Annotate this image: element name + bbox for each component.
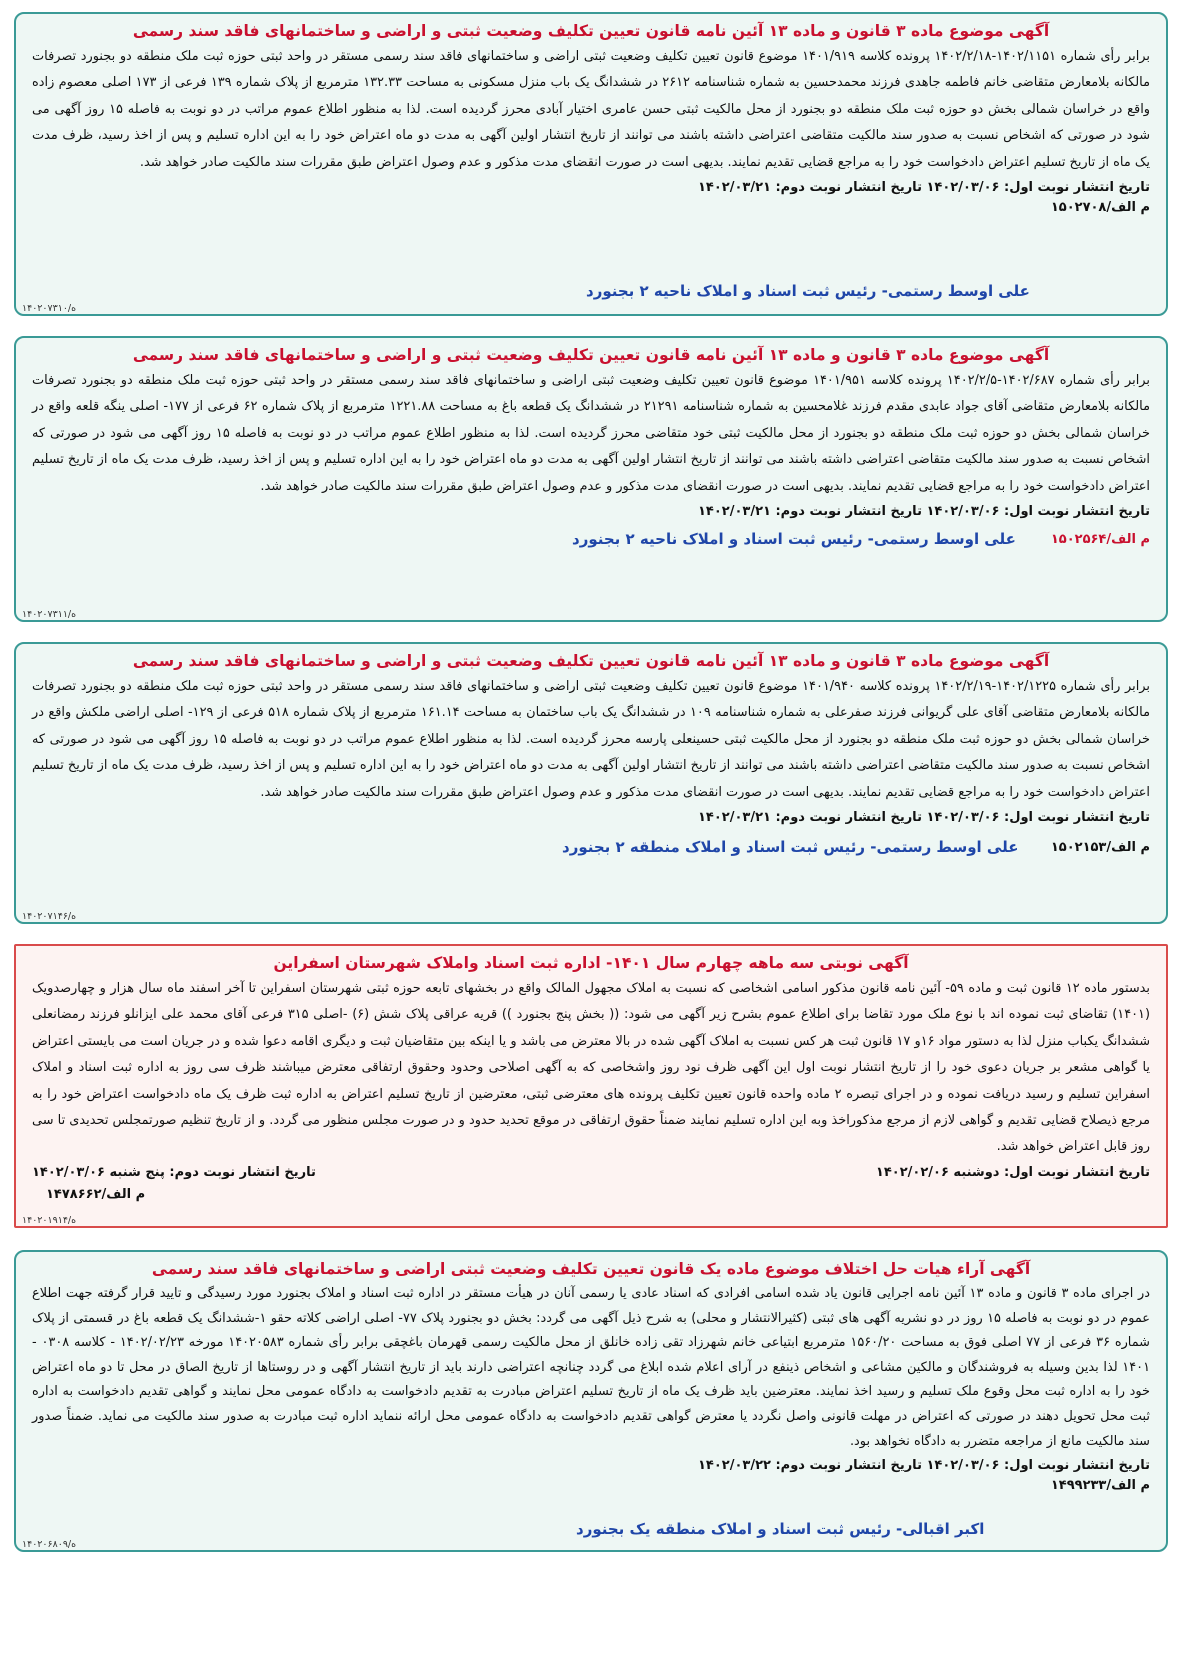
publication-dates: تاریخ انتشار نوبت اول: ۱۴۰۲/۰۳/۰۶ تاریخ انتشار نوبت دوم: ۱۴۰۲/۰۳/۲۲ (697, 1458, 1150, 1474)
reference-number: م الف/۱۵۰۲۷۰۸ (1050, 200, 1150, 216)
notice-title: آگهی موضوع ماده ۳ قانون و ماده ۱۳ آئین نامه قانون تعیین تکلیف وضعیت ثبتی و اراضی و ساختمانهای فاقد سند رسمی (132, 22, 1050, 40)
signature: علی اوسط رستمی- رئیس ثبت اسناد و املاک ناحیه ۲ بجنورد (572, 530, 1016, 549)
notice-code: ۱۴۰۲۰۷۳۱۰/ه (22, 303, 77, 314)
notice-5 (14, 1250, 1168, 1552)
notice-body: بدستور ماده ۱۲ قانون ثبت و ماده ۵۹- آئین نامه قانون مذکور اسامی اشخاصی که نسبت به املاک مجهول المالک واقع در بخشهای تابعه حوزه ثبتی شهرستان اسفراین تا آخر اسفند ماه سال هزار و چهارصدویک (۱۴۰۱) تقاضای ثبت نموده اند با نوع ملک مورد تقاضا برای اطلاع عموم بشرح زیر آگهی می شود: (( بخش پنج بجنورد )) قریه عراقی پلاک شش (۶) -اصلی ۳۱۵ فرعی آقای محمد علی ایزانلو فرزند رمضانعلی ششدانگ یکباب منزل لذا به دستور مواد ۱۶و ۱۷ قانون ثبت هر کس نسبت به املاک آگهی شده در بالا معترض می باشد و یا اینکه بین متقاضیان ثبت و دیگری اقامه دعوا شده و در جریان است می بایستی اعتراض یا گواهی مشعر بر جریان دعوی خود را از تاریخ انتشار نوبت اول این آگهی ظرف نود روز واشخاصی که به آگهی اصلاحی وحدود وحقوق ارتفاقی معترض میباشند ظرف سی روز به اداره ثبت اسناد و املاک اسفراین تسلیم و رسید دریافت نموده و در اجرای تبصره ۲ ماده واحده قانون تعیین تکلیف پرونده های معترضی ثبتی، معترضین از تاریخ تسلیم اعتراض به اداره ثبت ظرف یک ماه دادخواست اعتراض خود را به مرجع ذیصلاح قضایی تقدیم و گواهی لازم از مرجع مذکوراخذ وبه این اداره تسلیم نمایند ضمناً حقوق ارتفاقی در موقع تحدید حدود و در صورت مجلس منظور می گردد. و از تاریخ تنظیم صورتمجلس تحدیدی تا سی روز قابل اعتراض خواهد شد. (32, 981, 1151, 1155)
notice-title: آگهی آراء هیات حل اختلاف موضوع ماده یک قانون تعیین تکلیف وضعیت ثبتی اراضی و ساختمانهای فاقد سند رسمی (151, 1260, 1031, 1278)
publication-date-second: تاریخ انتشار نوبت دوم: پنج شنبه ۱۴۰۲/۰۳/۰۶ (32, 1164, 316, 1180)
publication-date-first: تاریخ انتشار نوبت اول: دوشنبه ۱۴۰۲/۰۲/۰۶ (875, 1164, 1150, 1180)
notice-code: ۱۴۰۲۰۷۱۴۶/ه (22, 911, 77, 922)
notice-2 (14, 336, 1168, 622)
notice-footer (32, 1161, 1150, 1185)
notice-4 (14, 944, 1168, 1228)
notice-code: ۱۴۰۲۰۱۹۱۴/ه (22, 1215, 77, 1226)
notice-footer (32, 838, 1150, 856)
notice-body: برابر رأی شماره ۱۴۰۲/۶۸۷-۱۴۰۲/۲/۵ پرونده کلاسه ۱۴۰۱/۹۵۱ موضوع قانون تعیین تکلیف وضعیت ثبتی اراضی و ساختمانهای فاقد سند رسمی مستقر در واحد ثبتی حوزه ثبت ملک منطقه دو بجنورد تصرفات مالکانه بلامعارض متقاضی آقای جواد عابدی مقدم فرزند غلامحسین به شماره شناسنامه ۲۱۲۹۱ در ششدانگ یک قطعه باغ به مساحت ۱۲۲۱.۸۸ مترمربع از پلاک شماره ۶۲ فرعی از ۱۷۷- اصلی ینگه قلعه واقع در خراسان شمالی بخش دو حوزه ثبت ملک منطقه دو بجنورد از محل مالکیت ثبتی خود متقاضی محرز گردیده است. لذا به منظور اطلاع عموم مراتب در دو نوبت به فاصله ۱۵ روز آگهی می شود در صورتی که اشخاص نسبت به صدور سند مالکیت متقاضی اعتراضی داشته باشند می توانند از تاریخ انتشار اولین آگهی به مدت دو ماه اعتراض خود را به این اداره تسلیم و پس از اخذ رسید، ظرف مدت یک ماه از تاریخ تسلیم اعتراض دادخواست خود را به مراجع قضایی تقدیم نمایند. بدیهی است در صورت انقضای مدت مذکور و عدم وصول اعتراض طبق مقررات سند مالکیت صادر خواهد شد. (32, 373, 1150, 494)
notice-title: آگهی نوبتی سه ماهه چهارم سال ۱۴۰۱- اداره ثبت اسناد واملاک شهرستان اسفراین (273, 954, 909, 972)
reference-number: م الف/۱۴۹۹۲۳۳ (1050, 1478, 1150, 1494)
notice-body: برابر رأی شماره ۱۴۰۲/۱۱۵۱-۱۴۰۲/۲/۱۸ پرونده کلاسه ۱۴۰۱/۹۱۹ موضوع قانون تعیین تکلیف وضعیت ثبتی اراضی و ساختمانهای فاقد سند رسمی مستقر در واحد ثبتی حوزه ثبت ملک منطقه دو بجنورد تصرفات مالکانه بلامعارض متقاضی خانم فاطمه جاهدی فرزند محمدحسین به شماره شناسنامه ۲۶۱۲ در ششدانگ یک باب منزل مسکونی به مساحت ۱۳۲.۳۳ مترمربع از پلاک شماره ۱۳۹ فرعی از ۱۷۳ اصلی معصوم زاده واقع در خراسان شمالی بخش دو حوزه ثبت ملک منطقه دو بجنورد از محل مالکیت ثبتی حسن عامری اختیار آبادی محرز گردیده است. لذا به منظور اطلاع عموم مراتب در دو نوبت به فاصله ۱۵ روز آگهی می شود در صورتی که اشخاص نسبت به صدور سند مالکیت متقاضی اعتراضی داشته باشند می توانند از تاریخ انتشار اولین آگهی به مدت دو ماه اعتراض خود را به این اداره تسلیم و پس از اخذ رسید، ظرف مدت یک ماه از تاریخ تسلیم اعتراض دادخواست خود را به مراجع قضایی تقدیم نمایند. بدیهی است در صورت انقضای مدت مذکور و عدم وصول اعتراض طبق مقررات سند مالکیت صادر خواهد شد. (32, 49, 1151, 170)
signature: علی اوسط رستمی- رئیس ثبت اسناد و املاک ناحیه ۲ بجنورد (586, 282, 1030, 300)
reference-number: م الف/۱۵۰۲۵۶۴ (1050, 531, 1150, 547)
publication-dates: تاریخ انتشار نوبت اول: ۱۴۰۲/۰۳/۰۶ تاریخ انتشار نوبت دوم: ۱۴۰۲/۰۳/۲۱ (697, 180, 1150, 196)
notice-body: برابر رأی شماره ۱۴۰۲/۱۲۲۵-۱۴۰۲/۲/۱۹ پرونده کلاسه ۱۴۰۱/۹۴۰ موضوع قانون تعیین تکلیف وضعیت ثبتی اراضی و ساختمانهای فاقد سند رسمی مستقر در واحد ثبتی حوزه ثبت ملک منطقه دو بجنورد تصرفات مالکانه بلامعارض متقاضی آقای علی گریوانی فرزند صفرعلی به شماره شناسنامه ۱۰۹ در ششدانگ یک باب ساختمان به مساحت ۱۶۱.۱۴ مترمربع از پلاک شماره ۵۱۸ فرعی از ۱۲۹- اصلی اراضی ملکش واقع در خراسان شمالی بخش دو حوزه ثبت ملک منطقه دو بجنورد از محل مالکیت ثبتی حسینعلی پارسه محرز گردیده است. لذا به منظور اطلاع عموم مراتب در دو نوبت به فاصله ۱۵ روز آگهی می شود در صورتی که اشخاص نسبت به صدور سند مالکیت متقاضی اعتراضی داشته باشند می توانند از تاریخ انتشار اولین آگهی به مدت دو ماه اعتراض خود را به این اداره تسلیم و پس از اخذ رسید، ظرف مدت یک ماه از تاریخ تسلیم اعتراض دادخواست خود را به مراجع قضایی تقدیم نمایند. بدیهی است در صورت انقضای مدت مذکور و عدم وصول اعتراض طبق مقررات سند مالکیت صادر خواهد شد. (32, 679, 1150, 800)
reference-number: م الف/۱۴۷۸۶۶۲ (46, 1187, 146, 1202)
notice-body: در اجرای ماده ۳ قانون و ماده ۱۳ آئین نامه اجرایی قانون یاد شده اسامی افرادی که اسناد عادی یا رسمی آنان در هیأت مستقر در اداره ثبت اسناد و املاک بجنورد مورد رسیدگی و تایید قرار گرفته جهت اطلاع عموم در دو نوبت به فاصله ۱۵ روز در دو نشریه آگهی های ثبتی (کثیرالانتشار و محلی) به شرح ذیل آگهی می گردد: بخش دو بجنورد پلاک ۷۷- اصلی اراضی کلاته حقو ۱-ششدانگ یک قطعه باغ در قسمتی از پلاک شماره ۳۶ فرعی از ۷۷ اصلی فوق به مساحت ۱۵۶۰/۲۰ مترمربع ابتیاعی خانم شهرزاد تقی زاده خانلق از محل مالکیت رسمی قهرمان باغچقی برابر رأی شماره ۱۴۰۲۰۵۸۳ مورخه ۱۴۰۲/۰۲/۲۳ - کلاسه ۰۳۰۸ - ۱۴۰۱ لذا بدین وسیله به فروشندگان و مالکین مشاعی و اشخاص ذینفع در آرای اعلام شده ابلاغ می گردد چنانچه اعتراضی دارند باید از تاریخ انتشار آگهی و در روستاها از تاریخ الصاق در محل تا دو ماه اعتراض خود را به اداره ثبت محل وقوع ملک تسلیم و رسید اخذ نمایند. معترضین باید ظرف یک ماه از تاریخ تسلیم اعتراض مبادرت به تقدیم دادخواست به دادگاه عمومی محل نمایند و گواهی تقدیم دادخواست به اداره ثبت محل تحویل دهند در صورتی که اعتراض در مهلت قانونی واصل نگردد یا معترض گواهی تقدیم دادخواست به دادگاه عمومی محل ارائه ننماید اداره ثبت مبادرت به صدور سند مالکیت می نماید. ضمناً صدور سند مالکیت مانع از مراجعه متضرر به دادگاه نخواهد بود. (32, 1286, 1151, 1449)
reference-number: م الف/۱۵۰۲۱۵۳ (1050, 839, 1150, 855)
notice-code: ۱۴۰۲۰۷۳۱۱/ه (22, 609, 77, 620)
notice-1 (14, 12, 1168, 316)
notice-footer (32, 530, 1150, 548)
publication-dates: تاریخ انتشار نوبت اول: ۱۴۰۲/۰۳/۰۶ تاریخ انتشار نوبت دوم: ۱۴۰۲/۰۳/۲۱ (697, 810, 1150, 826)
notice-3 (14, 642, 1168, 924)
notice-title: آگهی موضوع ماده ۳ قانون و ماده ۱۳ آئین نامه قانون تعیین تکلیف وضعیت ثبتی و اراضی و ساختمانهای فاقد سند رسمی (132, 346, 1050, 364)
signature: اکبر اقبالی- رئیس ثبت اسناد و املاک منطقه یک بجنورد (576, 1520, 985, 1538)
signature: علی اوسط رستمی- رئیس ثبت اسناد و املاک منطقه ۲ بجنورد (562, 838, 1019, 857)
notice-code: ۱۴۰۲۰۶۸۰۹/ه (22, 1539, 77, 1550)
publication-dates: تاریخ انتشار نوبت اول: ۱۴۰۲/۰۳/۰۶ تاریخ انتشار نوبت دوم: ۱۴۰۲/۰۳/۲۱ (697, 504, 1150, 520)
notice-title: آگهی موضوع ماده ۳ قانون و ماده ۱۳ آئین نامه قانون تعیین تکلیف وضعیت ثبتی و اراضی و ساختمانهای فاقد سند رسمی (132, 652, 1050, 670)
